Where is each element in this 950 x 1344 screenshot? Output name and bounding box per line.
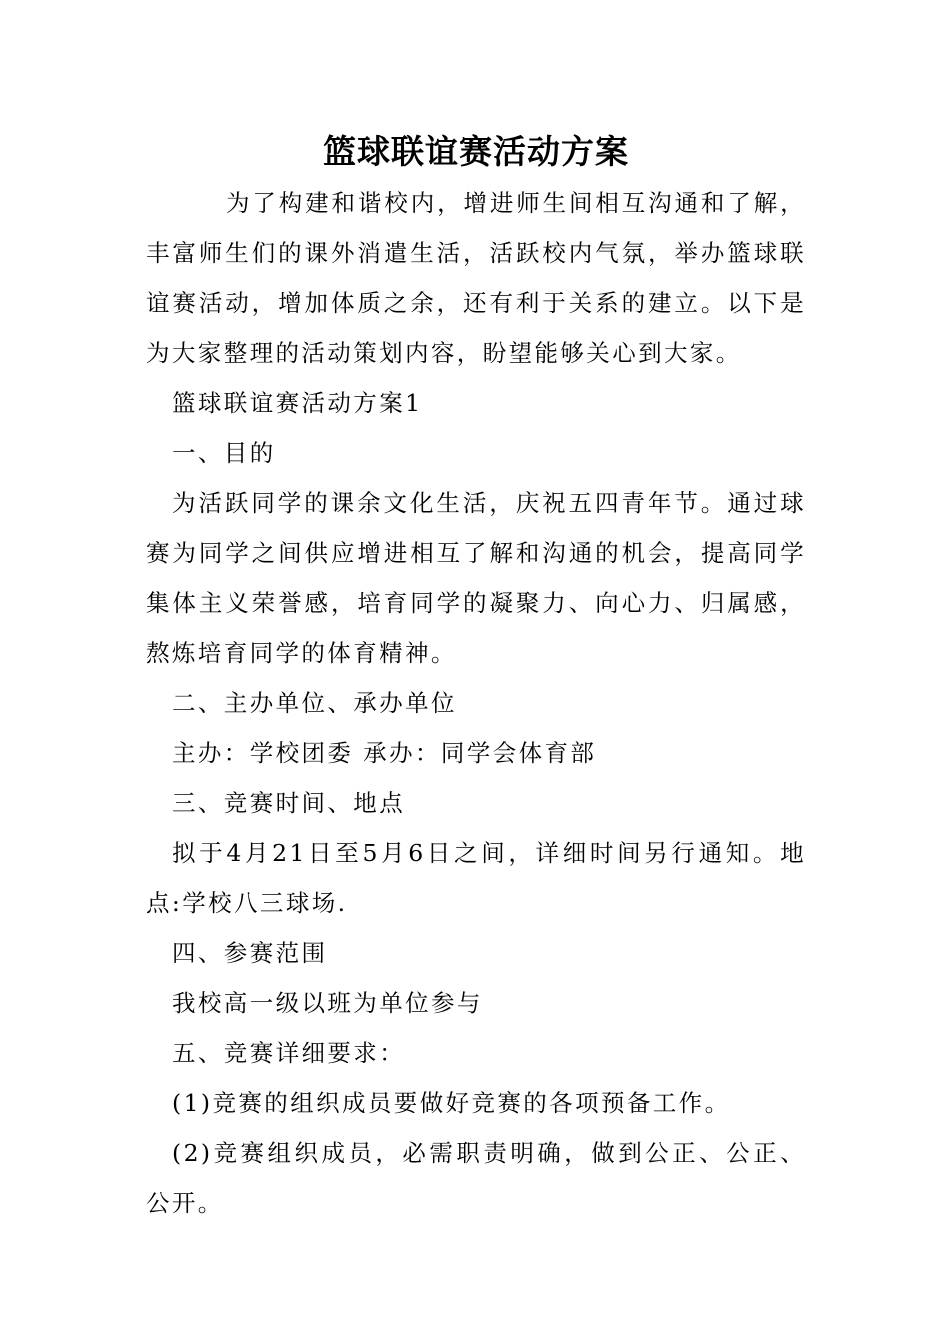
section-heading-organizers: 二、主办单位、承办单位 — [172, 689, 457, 717]
section-heading-time-place: 三、竞赛时间、地点 — [172, 789, 406, 817]
requirement-item-2: (2)竞赛组织成员，必需职责明确，做到公正、公正、公开。 — [146, 1139, 806, 1217]
plan-heading: 篮球联谊赛活动方案1 — [172, 389, 423, 417]
scope-paragraph: 我校高一级以班为单位参与 — [172, 989, 483, 1017]
section-heading-scope: 四、参赛范围 — [172, 939, 328, 967]
document-page — [146, 128, 806, 1228]
purpose-paragraph: 为活跃同学的课余文化生活，庆祝五四青年节。通过球赛为同学之间供应增进相互了解和沟通的机会，提高同学集体主义荣誉感，培育同学的凝聚力、向心力、归属感，熬炼培育同学的体育精神。 — [146, 489, 806, 667]
section-heading-purpose: 一、目的 — [172, 439, 276, 467]
organizers-paragraph: 主办：学校团委 承办：同学会体育部 — [172, 739, 597, 767]
section-heading-requirements: 五、竞赛详细要求： — [172, 1039, 406, 1067]
time-place-paragraph: 拟于4月21日至5月6日之间，详细时间另行通知。地点:学校八三球场. — [146, 839, 806, 917]
document-title: 篮球联谊赛活动方案 — [323, 132, 629, 171]
requirement-item-1: (1)竞赛的组织成员要做好竞赛的各项预备工作。 — [172, 1089, 731, 1117]
intro-paragraph: 为了构建和谐校内，增进师生间相互沟通和了解，丰富师生们的课外消遣生活，活跃校内气氛，举办篮球联谊赛活动，增加体质之余，还有利于关系的建立。以下是为大家整理的活动策划内容，盼望能够关心到大家。 — [146, 189, 806, 367]
